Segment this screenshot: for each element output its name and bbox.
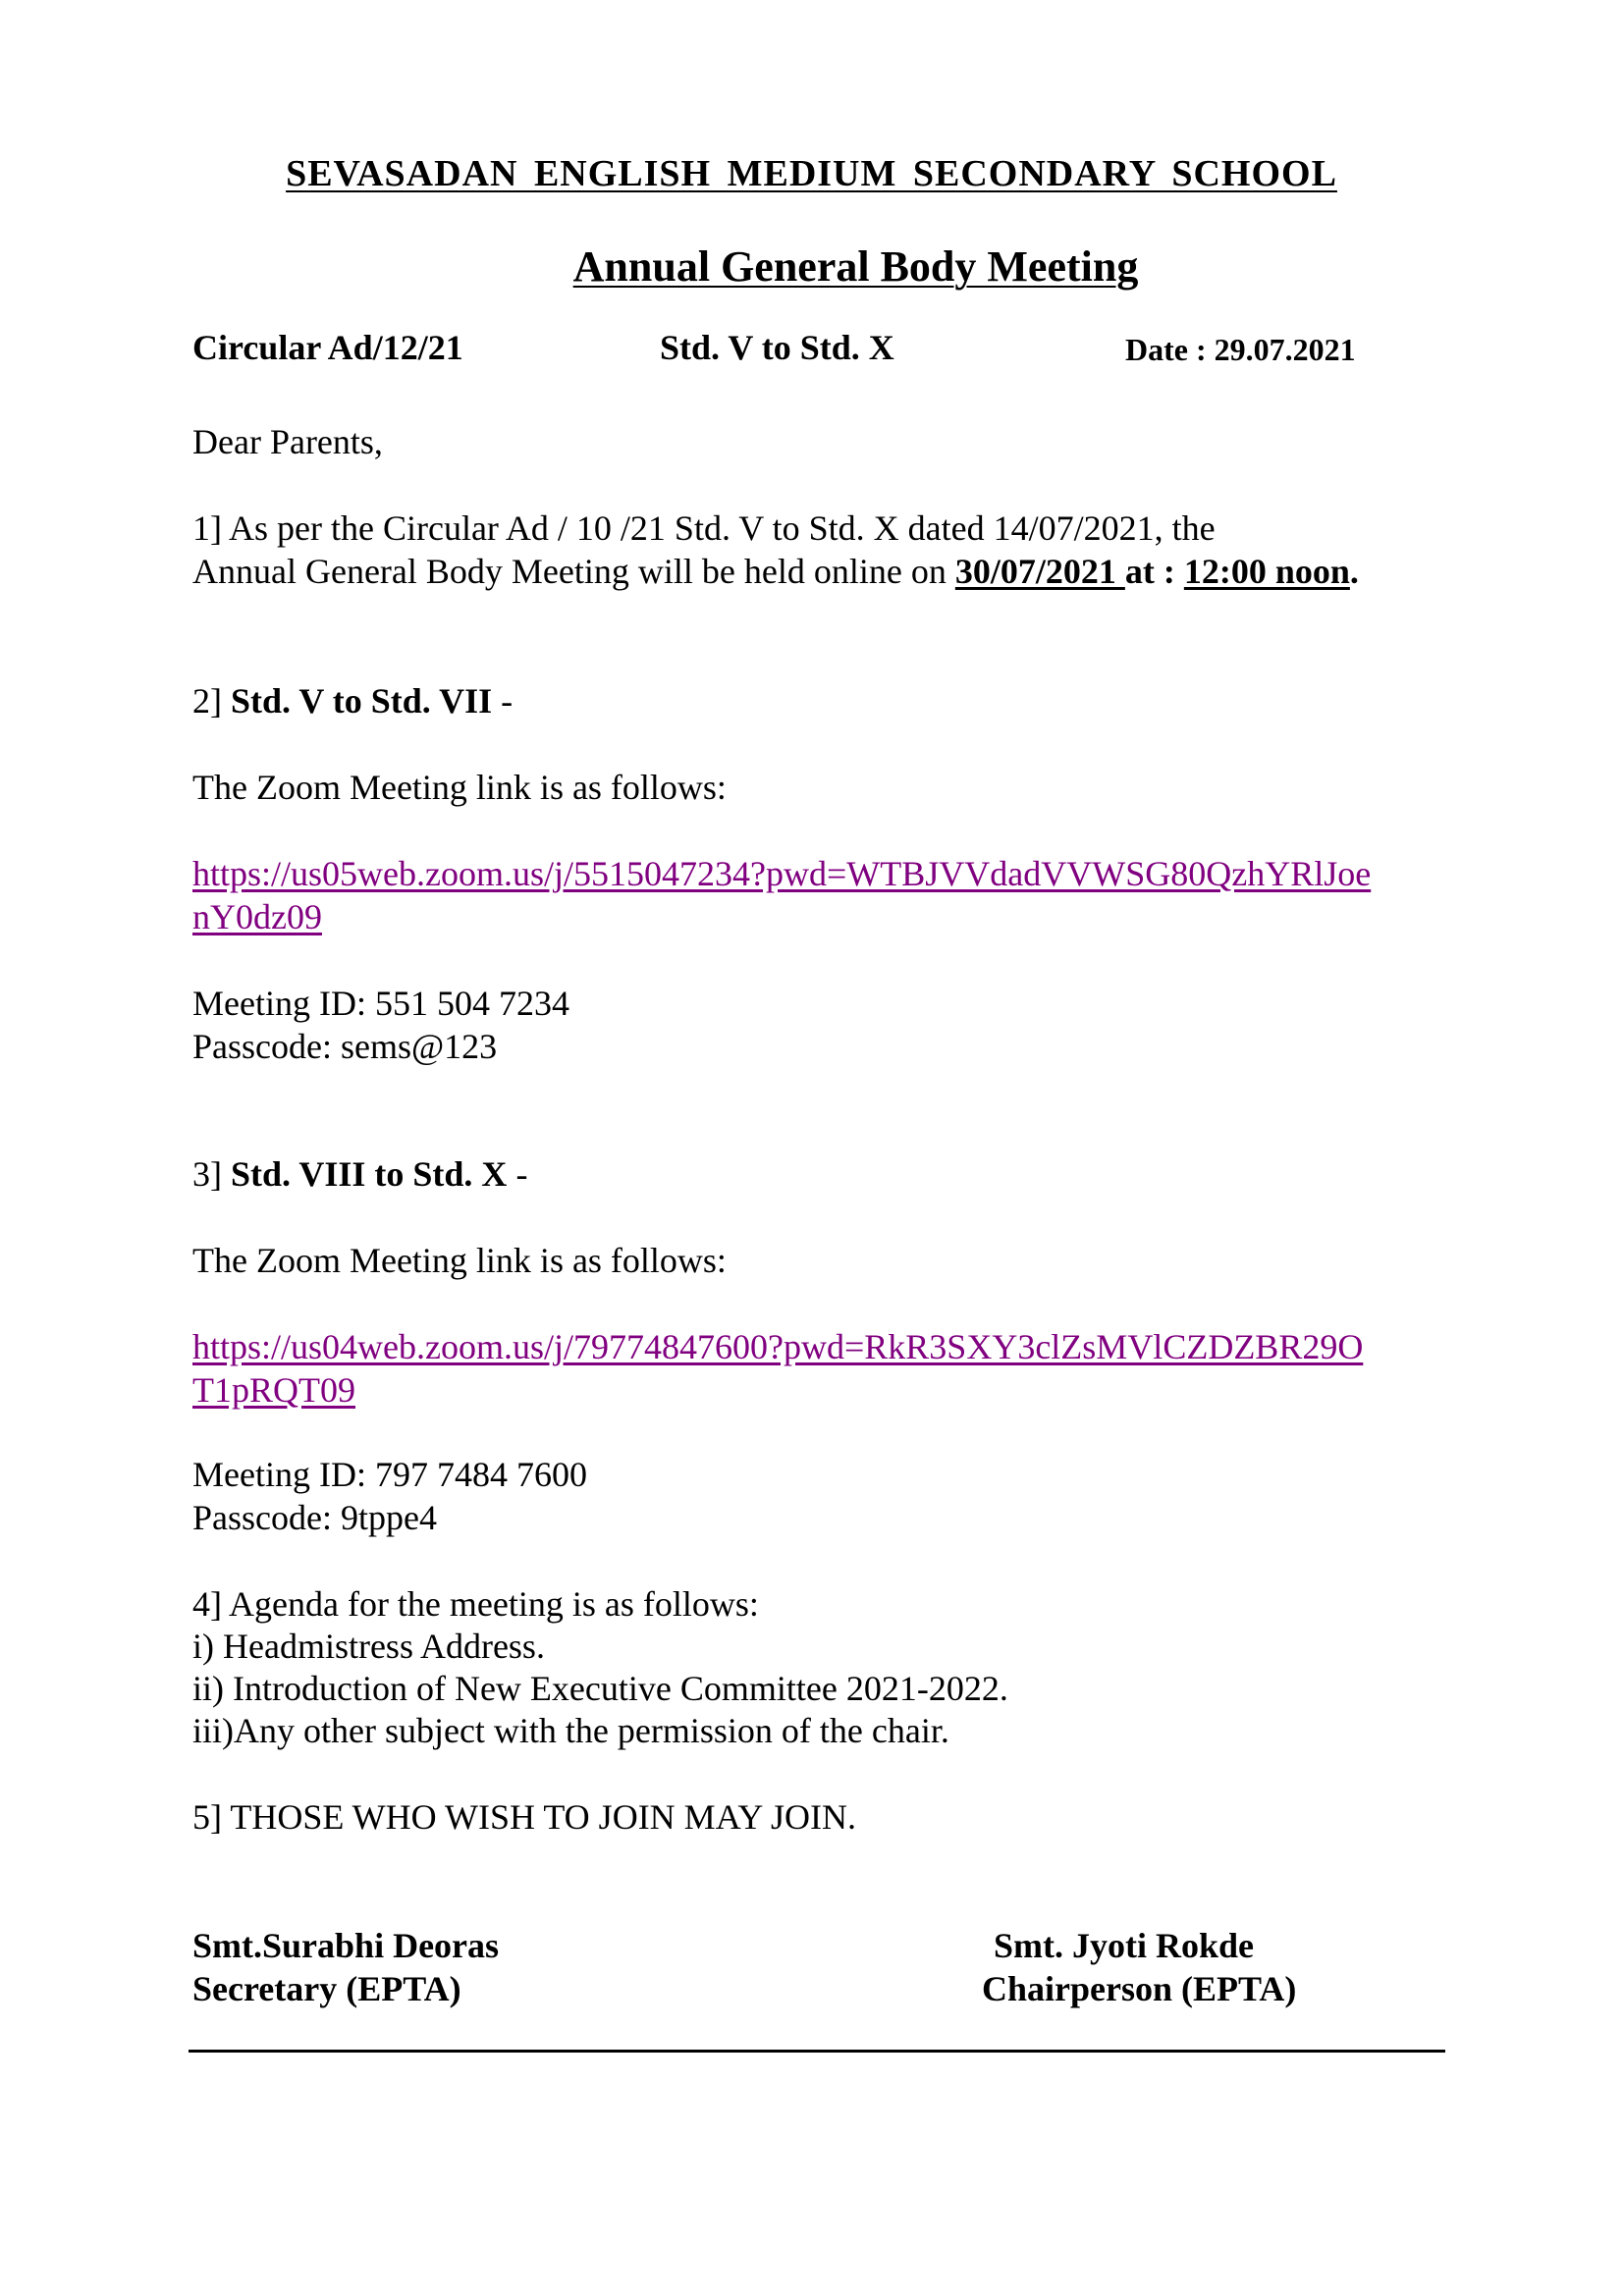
item2-zoom-link[interactable]: https://us05web.zoom.us/j/5515047234?pwd=WTBJVVdadVVWSG80QzhYRlJoe: [192, 854, 1372, 893]
item2-heading: 2] Std. V to Std. VII -: [192, 681, 514, 721]
secretary-name: Smt.Surabhi Deoras: [192, 1926, 500, 1965]
meeting-title: Annual General Body Meeting: [572, 242, 1139, 291]
item1-line2: Annual General Body Meeting will be held online on 30/07/2021 at : 12:00 noon.: [192, 552, 1359, 591]
bottom-divider: [189, 2050, 1445, 2053]
secretary-title: Secretary (EPTA): [192, 1969, 461, 2008]
standards-range: Std. V to Std. X: [660, 328, 894, 367]
item5-notice: 5] THOSE WHO WISH TO JOIN MAY JOIN.: [192, 1797, 857, 1837]
item3-link-intro: The Zoom Meeting link is as follows:: [192, 1241, 727, 1280]
item2-meeting-id: Meeting ID: 551 504 7234: [192, 984, 569, 1023]
item2-link-intro: The Zoom Meeting link is as follows:: [192, 768, 727, 807]
item3-meeting-id: Meeting ID: 797 7484 7600: [192, 1455, 587, 1494]
circular-date: Date : 29.07.2021: [1125, 332, 1356, 367]
item2-passcode: Passcode: sems@123: [192, 1027, 498, 1066]
item2-zoom-link-continued[interactable]: nY0dz09: [192, 897, 322, 936]
chairperson-name: Smt. Jyoti Rokde: [994, 1926, 1255, 1965]
circular-number: Circular Ad/12/21: [192, 328, 463, 367]
meeting-date: 30/07/2021: [954, 552, 1125, 591]
item3-passcode: Passcode: 9tppe4: [192, 1498, 437, 1537]
meeting-time: 12:00 noon: [1183, 552, 1350, 591]
item3-zoom-link[interactable]: https://us04web.zoom.us/j/79774847600?pwd=RkR3SXY3clZsMVlCZDZBR29O: [192, 1327, 1364, 1366]
school-name: SEVASADAN ENGLISH MEDIUM SECONDARY SCHOOL: [286, 153, 1337, 194]
item1-line1: 1] As per the Circular Ad / 10 /21 Std. V to Std. X dated 14/07/2021, the: [192, 508, 1216, 548]
item3-heading: 3] Std. VIII to Std. X -: [192, 1154, 528, 1194]
agenda-item-2: ii) Introduction of New Executive Committee 2021-2022.: [192, 1669, 1008, 1708]
chairperson-title: Chairperson (EPTA): [982, 1969, 1297, 2008]
item3-zoom-link-continued[interactable]: T1pRQT09: [192, 1370, 355, 1410]
salutation: Dear Parents,: [192, 422, 383, 461]
agenda-heading: 4] Agenda for the meeting is as follows:: [192, 1584, 759, 1624]
agenda-item-3: iii)Any other subject with the permission of the chair.: [192, 1711, 949, 1750]
agenda-item-1: i) Headmistress Address.: [192, 1627, 545, 1666]
